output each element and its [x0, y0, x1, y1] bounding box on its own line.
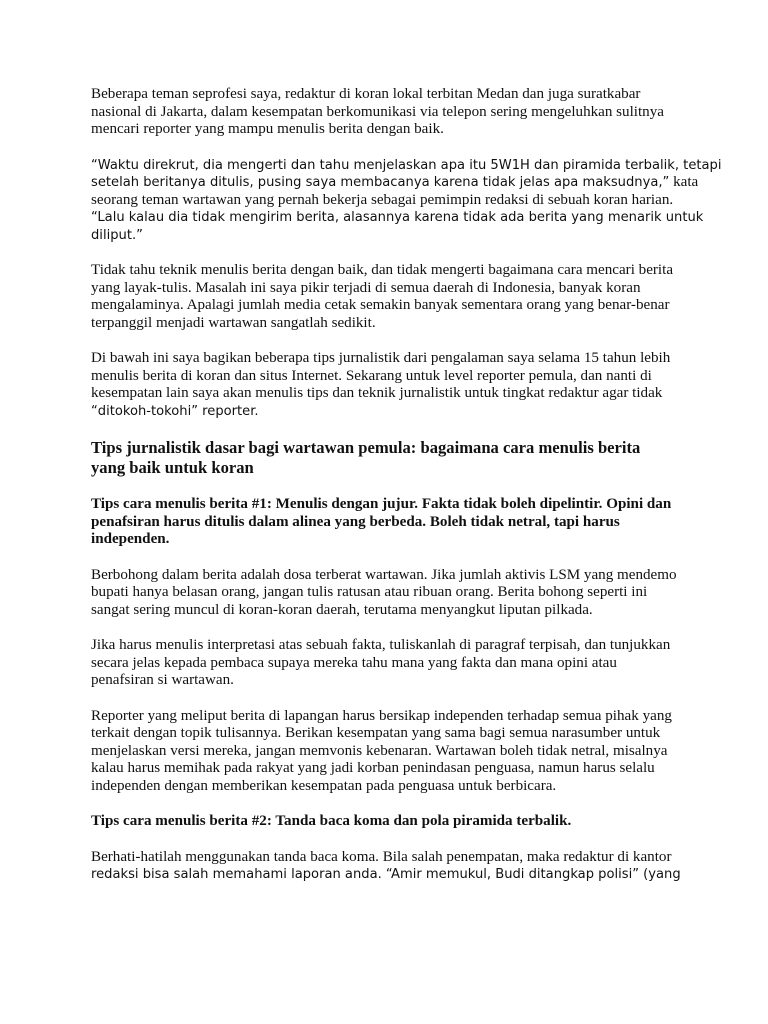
heading-line: penafsiran harus ditulis dalam alinea yang berbeda. Boleh tidak netral, tapi harus: [91, 513, 620, 530]
heading-line: Tips cara menulis berita #1: Menulis dengan jujur. Fakta tidak boleh dipelintir. Opini dan: [91, 496, 672, 512]
tip2-heading: [91, 813, 691, 831]
section-heading: [91, 438, 691, 478]
problem-paragraph: [91, 262, 691, 332]
tip1-heading: [91, 496, 691, 549]
heading-line: yang baik untuk koran: [91, 458, 254, 477]
text-line: terkait dengan topik tulisannya. Berikan kesempatan yang sama bagi semua narasumber untuk: [91, 725, 661, 741]
text-line: “Waktu direkrut, dia mengerti dan tahu menjelaskan apa itu 5W1H dan piramida terbalik, tetapi: [91, 157, 722, 173]
intro-paragraph: [91, 86, 691, 139]
text-line: Reporter yang meliput berita di lapangan harus bersikap independen terhadap semua pihak yang: [91, 707, 672, 724]
text-line: Tidak tahu teknik menulis berita dengan baik, dan tidak mengerti bagaimana cara mencari berita: [91, 262, 674, 278]
comma-paragraph: [91, 849, 691, 884]
interpretation-paragraph: [91, 637, 691, 690]
text-line: mencari reporter yang mampu menulis berita dengan baik.: [91, 121, 444, 137]
text-fragment: setelah beritanya ditulis, pusing saya membacanya karena tidak jelas apa maksudnya,”: [91, 175, 670, 190]
document-page: [91, 86, 722, 902]
text-line: penafsiran si wartawan.: [91, 672, 234, 688]
text-line: kalau harus memihak pada rakyat yang jadi korban penindasan penguasa, namun harus selalu: [91, 760, 655, 776]
quote-paragraph: [91, 157, 722, 245]
text-line: nasional di Jakarta, dalam kesempatan berkomunikasi via telepon sering mengeluhkan sulitnya: [91, 103, 664, 120]
honesty-paragraph: [91, 567, 691, 620]
text-line: bupati hanya belasan orang, jangan tulis ratusan atau ribuan orang. Berita bohong seperti ini: [91, 584, 648, 600]
text-line: independen dengan memberikan kesempatan pada penguasa untuk berbicara.: [91, 777, 557, 794]
text-line: Beberapa teman seprofesi saya, redaktur di koran lokal terbitan Medan dan juga suratkabar: [91, 86, 641, 102]
text-line: Di bawah ini saya bagikan beberapa tips jurnalistik dari pengalaman saya selama 15 tahun lebih: [91, 350, 671, 366]
independence-paragraph: [91, 708, 691, 796]
text-line: “ditokoh-tokohi” reporter.: [91, 403, 259, 419]
text-line: redaksi bisa salah memahami laporan anda. “Amir memukul, Budi ditangkap polisi” (yang: [91, 867, 681, 882]
text-line: Berbohong dalam berita adalah dosa terberat wartawan. Jika jumlah aktivis LSM yang mendemo: [91, 566, 677, 583]
text-line: diliput.”: [91, 227, 143, 243]
text-line: “Lalu kalau dia tidak mengirim berita, alasannya karena tidak ada berita yang menarik untuk: [91, 210, 704, 225]
text-line: secara jelas kepada pembaca supaya mereka tahu mana yang fakta dan mana opini atau: [91, 654, 617, 671]
text-line: sangat sering muncul di koran-koran daerah, terutama menyangkut liputan pilkada.: [91, 601, 593, 618]
text-line: terpanggil menjadi wartawan sangatlah sedikit.: [91, 314, 376, 331]
tips-intro-paragraph: [91, 350, 691, 420]
text-line: kesempatan lain saya akan menulis tips dan teknik jurnalistik untuk tingkat redaktur agar tidak: [91, 385, 663, 401]
text-line: seorang teman wartawan yang pernah bekerja sebagai pemimpin redaksi di sebuah koran harian.: [91, 191, 674, 208]
text-line: menjelaskan versi mereka, jangan memvonis kebenaran. Wartawan boleh tidak netral, misalnya: [91, 742, 668, 759]
text-line: [91, 174, 699, 192]
text-line: mengalaminya. Apalagi jumlah media cetak semakin banyak sementara orang yang benar-benar: [91, 297, 670, 313]
heading-line: independen.: [91, 531, 170, 547]
text-line: menulis berita di koran dan situs Internet. Sekarang untuk level reporter pemula, dan nanti di: [91, 367, 652, 384]
text-line: Jika harus menulis interpretasi atas sebuah fakta, tuliskanlah di paragraf terpisah, dan tunjukkan: [91, 637, 671, 653]
text-line: yang layak-tulis. Masalah ini saya pikir terjadi di semua daerah di Indonesia, banyak koran: [91, 279, 641, 296]
text-line: Berhati-hatilah menggunakan tanda baca koma. Bila salah penempatan, maka redaktur di kantor: [91, 848, 672, 865]
text-fragment: kata: [669, 174, 699, 190]
heading-line: Tips jurnalistik dasar bagi wartawan pemula: bagaimana cara menulis berita: [91, 438, 641, 457]
heading-line: Tips cara menulis berita #2: Tanda baca koma dan pola piramida terbalik.: [91, 813, 572, 829]
